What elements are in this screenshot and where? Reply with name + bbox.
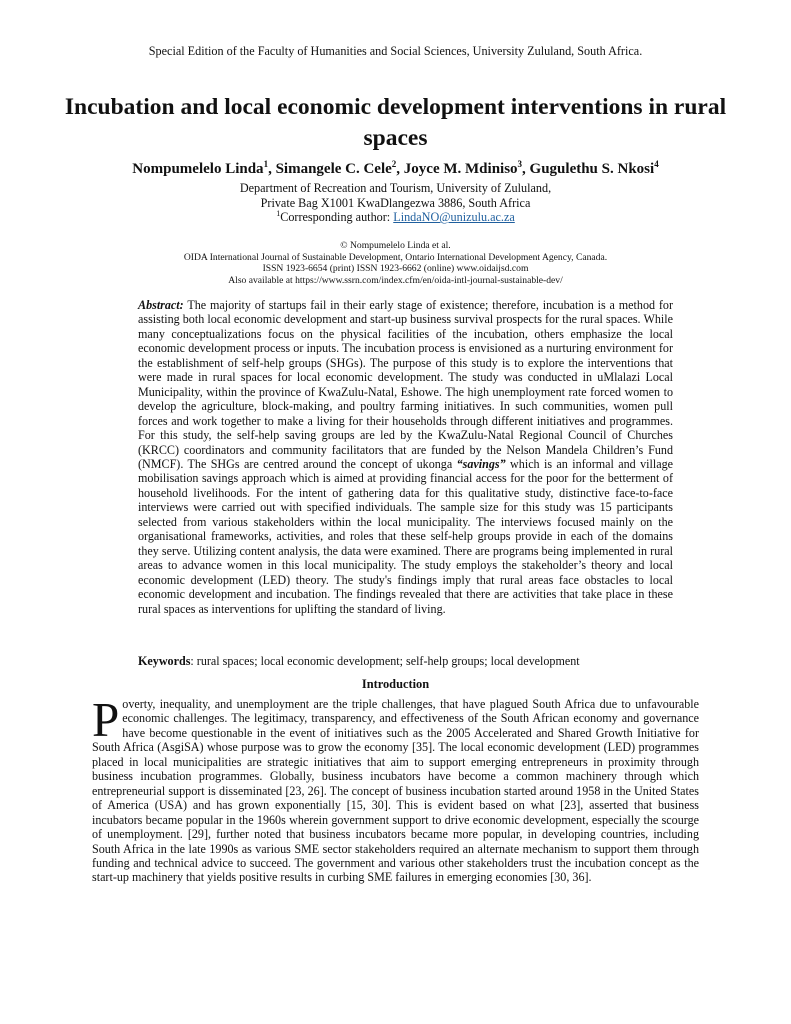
author-separator: , [522, 161, 530, 177]
keywords-text: : rural spaces; local economic development; self-help groups; local development [190, 654, 580, 668]
author-separator: , [268, 161, 276, 177]
author-name: Nompumelelo Linda [132, 161, 264, 177]
introduction-paragraph [92, 692, 699, 885]
affiliation-department: Department of Recreation and Tourism, University of Zululand, [239, 181, 552, 195]
abstract-paragraph [138, 298, 673, 616]
copyright-block [0, 240, 791, 286]
corresponding-email-link[interactable]: LindaNO@unizulu.ac.za [393, 210, 515, 224]
running-head: Special Edition of the Faculty of Humanities and Social Sciences, University Zululand, South Africa. [148, 44, 643, 58]
drop-cap: P [92, 692, 120, 747]
abstract-text-part2: which is an informal and village mobilisation savings approach which is aimed at providing financial access for the poor for the betterment of household livelihoods. For the intent of gathering data for this qualitative study, distinctive face-to-face interviews were carried out with specified individuals. The sample size for this study was 15 participants selected from various stakeholders within the local municipality. The interviews focused mainly on the organisational frameworks, activities, and roles that these self-help groups provide in each of the domains they serve. Utilizing content analysis, the data were examined. There are programs being implemented in rural areas to advance women in this local municipality. The study employs the stakeholder’s theory and local economic development (LED) theory. The study's findings imply that rural areas face obstacles to local economic development and incubation. The findings revealed that there are activities that take place in these rural spaces as interventions for uplifting the standard of living. [138, 456, 673, 616]
abstract-label: Abstract: [138, 298, 184, 312]
abstract-emphasis: “savings” [456, 456, 506, 471]
section-heading-introduction: Introduction [361, 677, 430, 691]
introduction-text: overty, inequality, and unemployment are the triple challenges, that have plagued South Africa due to unfavourable economic challenges. The legitimacy, transparency, and effectiveness of the South African economy and governance have become questionable in the event of initiatives such as the 2005 Accelerated and Shared Growth Initiative for South Africa (AsgiSA) whose purpose was to grow the economy [35]. The local economic development (LED) programmes placed in local municipalities are strategic initiatives that aim to support emerging entrepreneurs in proximity through business incubation programmes. Globally, business incubators have become a common machinery through which entrepreneurial support is disseminated [23, 26]. The concept of business incubation started around 1958 in the United States of America (USA) and has grown exponentially [15, 30]. This is evident based on what [23], asserted that business incubators became popular in the 1960s wherein government support to drive economic development, especially the scourge of unemployment. [29], further noted that business incubators became more popular, in developing countries, including South Africa in the late 1990s as various SME sector stakeholders required an alternate mechanism to support them through funding and technical advice to succeed. The government and various other stakeholders trust the incubation concept as the start-up machinery that yields positive results in curbing SME failures in emerging economies [30, 36]. [92, 697, 699, 885]
keywords-line [138, 654, 678, 668]
abstract-text-part1: The majority of startups fail in their early stage of existence; therefore, incubation is a method for assisting both local economic development and start-up business survival prospects for the rural spaces. While many conceptualizations focus on the physical facilities of the incubation, others emphasize the local economic development process or inputs. The incubation process is envisioned as a nurturing environment for the establishment of self-help groups (SHGs). The purpose of this study is to explore the interventions that were made in rural spaces for local economic development. The study was conducted in uMlalazi Local Municipality, within the province of KwaZulu-Natal, Eshowe. The high unemployment rate forced women to develop the agriculture, block-making, and poultry farming initiatives. In such communities, women pull forces and work together to make a living for their households through different initiatives and programmes. For this study, the self-help saving groups are led by the KwaZulu-Natal Regional Council of Churches (KRCC) coordinators and community facilitators that are funded by the Nelson Mandela Children’s Fund (NMCF). The SHGs are centred around the concept of ukonga [138, 298, 673, 471]
author-name: Simangele C. Cele [275, 161, 392, 177]
corresponding-label: Corresponding author: [280, 210, 394, 224]
author-name: Joyce M. Mdiniso [403, 161, 518, 177]
affiliation-address: Private Bag X1001 KwaDlangezwa 3886, South Africa [260, 195, 531, 210]
author-affiliation-mark: 2 [391, 159, 397, 169]
corresponding-mark: 1 [276, 208, 281, 218]
issn-line: ISSN 1923-6654 (print) ISSN 1923-6662 (online) www.oidaijsd.com [262, 263, 529, 275]
journal-line: OIDA International Journal of Sustainable Development, Ontario International Development Agency, Canada. [183, 251, 608, 263]
affiliation-block [0, 181, 791, 225]
paper-title: Incubation and local economic development interventions in rural spaces [64, 94, 727, 151]
author-list [0, 160, 791, 178]
copyright-line: © Nompumelelo Linda et al. [340, 240, 451, 251]
keywords-label: Keywords [138, 654, 191, 668]
availability-line: Also available at https://www.ssrn.com/index.cfm/en/oida-intl-journal-sustainable-dev/ [228, 274, 563, 286]
corresponding-author [0, 210, 791, 225]
author-separator: , [396, 161, 404, 177]
author-affiliation-mark: 3 [517, 159, 523, 169]
author-affiliation-mark: 1 [263, 159, 269, 169]
author-affiliation-mark: 4 [654, 159, 659, 169]
author-name: Gugulethu S. Nkosi [529, 161, 655, 177]
